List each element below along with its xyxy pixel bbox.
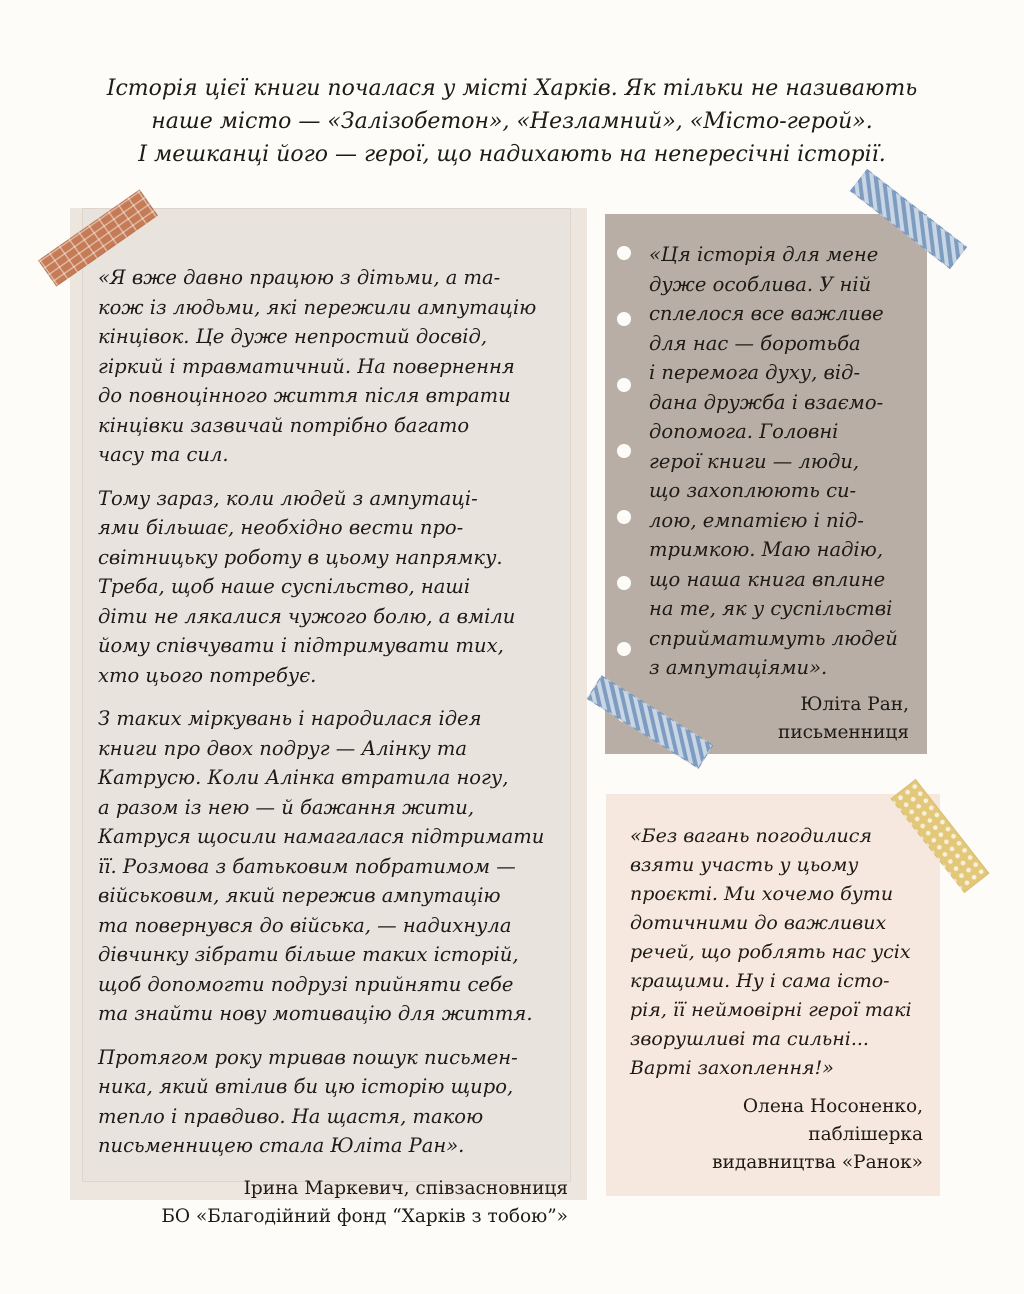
text-line: її. Розмова з батьковим побратимом — <box>98 854 516 878</box>
text-line: З таких міркувань і народилася ідея <box>98 707 482 730</box>
signature-line: письменниця <box>778 721 909 743</box>
text-line: письменницею стала Юліта Ран». <box>98 1134 465 1157</box>
text-line: допомога. Головні <box>649 420 839 443</box>
text-line: лою, емпатією і під- <box>649 508 864 532</box>
intro-line: наше місто — «Залізобетон», «Незламний», «Місто-герой». <box>151 109 873 134</box>
text-line: з ампутаціями». <box>649 656 828 679</box>
author-quote-note <box>605 214 927 754</box>
text-line: для нас — боротьба <box>649 331 861 355</box>
text-line: та повернувся до війська, — надихнула <box>98 913 512 937</box>
main-quote-note <box>70 208 587 1227</box>
text-line: військовим, який пережив ампутацію <box>98 884 501 907</box>
text-line: взяти участь у цьому <box>630 854 859 876</box>
signature-line: Олена Носоненко, <box>742 1096 923 1117</box>
text-line: часу та сил. <box>98 443 229 466</box>
main-quote-paragraph <box>98 484 568 691</box>
text-line: і перемога духу, від- <box>649 361 861 384</box>
text-line: речей, що роблять нас усіх <box>630 941 911 963</box>
text-line: Тому зараз, коли людей з ампутаці- <box>98 486 478 510</box>
binder-hole-icon <box>617 312 631 326</box>
text-line: та знайти нову мотивацію для життя. <box>98 1002 533 1025</box>
text-line: «Без вагань погодилися <box>630 825 872 847</box>
intro-text <box>60 72 964 171</box>
binder-hole-icon <box>617 444 631 458</box>
main-quote-paragraph <box>98 263 568 470</box>
text-line: кож із людьми, які пережили ампутацію <box>98 295 537 319</box>
text-line: дана дружба і взаємо- <box>649 390 884 414</box>
signature-line: паблішерка <box>808 1124 923 1145</box>
intro-line: Історія цієї книги почалася у місті Харків. Як тільки не називають <box>106 76 918 101</box>
text-line: проєкті. Ми хочемо бути <box>630 883 894 905</box>
main-quote-paragraph <box>98 704 568 1029</box>
publisher-quote-note <box>606 794 940 1196</box>
text-line: рія, її неймовірні герої такі <box>630 999 912 1021</box>
main-quote-paragraph <box>98 1043 568 1161</box>
text-line: до повноцінного життя після втрати <box>98 384 511 407</box>
text-line: Протягом року тривав пошук письмен- <box>98 1045 518 1069</box>
signature-line: Ірина Маркевич, співзасновниця <box>243 1177 568 1199</box>
text-line: що захоплюють си- <box>649 479 857 502</box>
text-line: Катруся щосили намагалася підтримати <box>98 825 545 848</box>
signature-line: Юліта Ран, <box>800 693 909 715</box>
text-line: «Ця історія для мене <box>649 243 879 266</box>
text-line: дуже особлива. У ній <box>649 272 872 296</box>
text-line: щоб допомогти подрузі прийняти себе <box>98 972 514 996</box>
text-line: ями більшає, необхідно вести про- <box>98 516 464 539</box>
text-line: тримкою. Маю надію, <box>649 538 884 561</box>
publisher-quote-body <box>630 822 935 1177</box>
text-line: хто цього потребує. <box>98 663 317 687</box>
binder-hole-icon <box>617 378 631 392</box>
text-line: книги про двох подруг — Алінку та <box>98 736 468 760</box>
text-line: дівчинку зібрати більше таких історій, <box>98 943 519 966</box>
text-line: йому співчувати і підтримувати тих, <box>98 634 504 657</box>
text-line: світницьку роботу в цьому напрямку. <box>98 545 503 569</box>
text-line: діти не лякалися чужого болю, а вміли <box>98 604 516 628</box>
text-line: на те, як у суспільстві <box>649 597 893 620</box>
text-line: дотичними до важливих <box>630 912 887 934</box>
main-quote-signature <box>98 1175 568 1231</box>
text-line: ника, який втілив би цю історію щиро, <box>98 1075 514 1098</box>
binder-hole-icon <box>617 576 631 590</box>
publisher-quote-signature <box>630 1093 935 1177</box>
intro-line: І мешканці його — герої, що надихають на непересічні історії. <box>138 142 886 167</box>
main-quote-body <box>98 263 568 1231</box>
text-line: Катрусю. Коли Алінка втратила ногу, <box>98 766 509 789</box>
text-line: кінцівки зазвичай потрібно багато <box>98 413 470 437</box>
text-line: кращими. Ну і сама істо- <box>630 970 890 992</box>
text-line: Варті захоплення!» <box>630 1057 834 1079</box>
text-line: «Я вже давно працюю з дітьми, а та- <box>98 266 501 289</box>
signature-line: видавництва «Ранок» <box>712 1152 923 1173</box>
author-quote-body <box>649 240 919 747</box>
signature-line: БО «Благодійний фонд “Харків з тобою”» <box>161 1205 568 1227</box>
text-line: гіркий і травматичний. На повернення <box>98 354 515 378</box>
binder-hole-icon <box>617 510 631 524</box>
text-line: а разом із нею — й бажання жити, <box>98 795 475 819</box>
text-line: Треба, щоб наше суспільство, наші <box>98 575 471 598</box>
text-line: герої книги — люди, <box>649 449 860 473</box>
text-line: сплелося все важливе <box>649 302 884 325</box>
text-line: тепло і правдиво. На щастя, такою <box>98 1104 484 1128</box>
text-line: зворушливі та сильні... <box>630 1028 869 1050</box>
text-line: кінцівок. Це дуже непростий досвід, <box>98 325 488 348</box>
text-line: сприйматимуть людей <box>649 626 898 650</box>
binder-hole-icon <box>617 246 631 260</box>
binder-hole-icon <box>617 642 631 656</box>
text-line: що наша книга вплине <box>649 567 886 591</box>
